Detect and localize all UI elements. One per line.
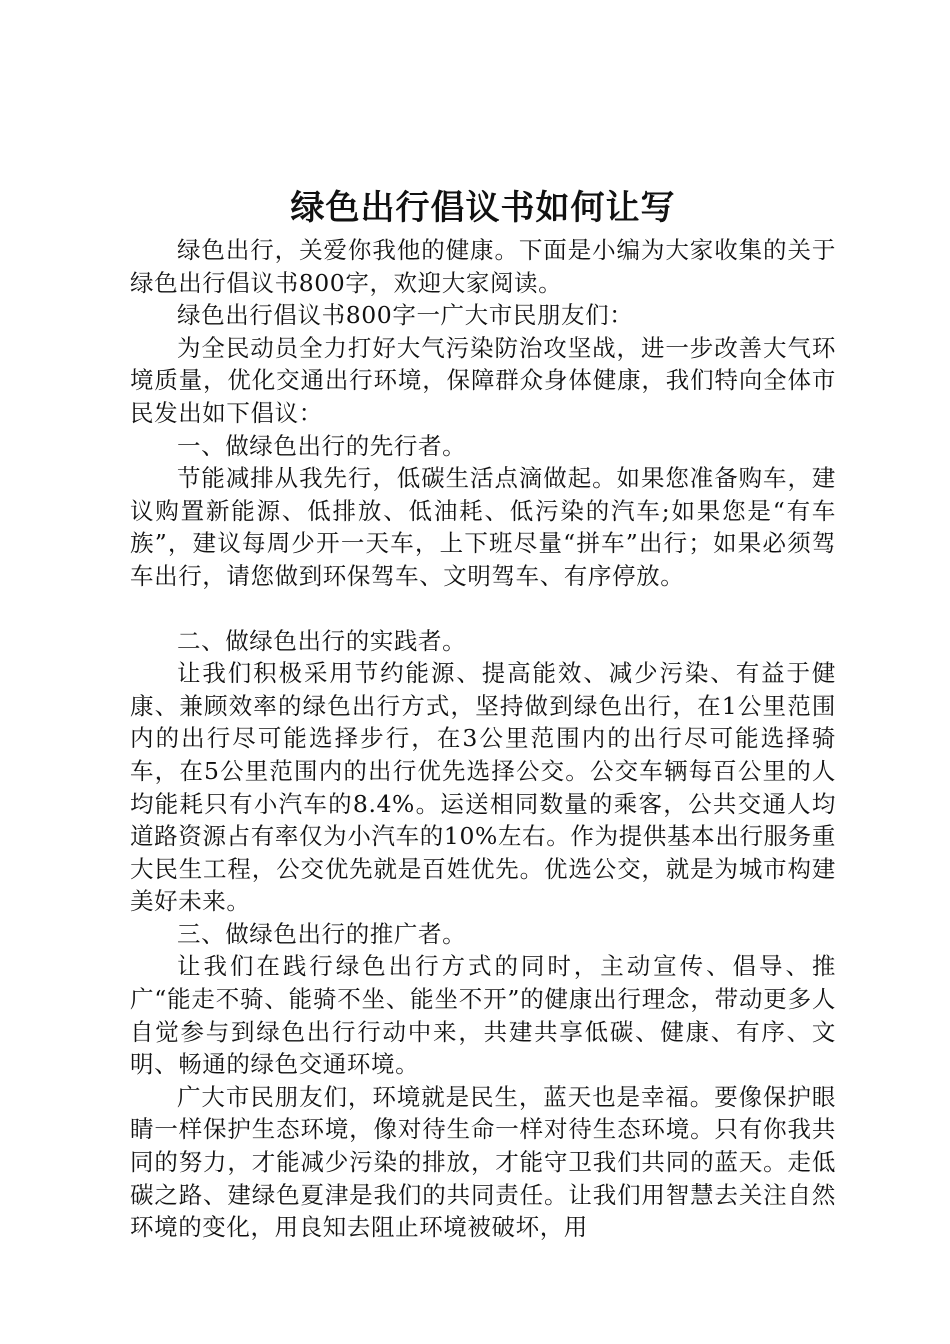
heading-section-1: 一、做绿色出行的先行者。 [177,431,467,460]
heading-section-2: 二、做绿色出行的实践者。 [177,626,467,655]
document-page [130,182,836,1244]
paragraph-section-3: 让我们在践行绿色出行方式的同时，主动宣传、倡导、推广“能走不骑、能骑不坐、能坐不开”的健康出行理念，带动更多人自觉参与到绿色出行行动中来，共建共享低碳、健康、有序、文明、畅通的绿色交通环境。 [130,952,836,1079]
paragraph-closing: 广大市民朋友们，环境就是民生，蓝天也是幸福。要像保护眼睛一样保护生态环境，像对待生命一样对待生态环境。只有你我共同的努力，才能减少污染的排放，才能守卫我们共同的蓝天。走低碳之路、建绿色夏津是我们的共同责任。让我们用智慧去关注自然环境的变化，用良知去阻止环境被破坏，用 [130,1082,836,1242]
paragraph-salutation: 绿色出行倡议书800字一广大市民朋友们： [177,301,634,330]
paragraph-proposal-intro: 为全民动员全力打好大气污染防治攻坚战，进一步改善大气环境质量，优化交通出行环境，保障群众身体健康，我们特向全体市民发出如下倡议： [130,333,836,427]
paragraph-intro: 绿色出行，关爱你我他的健康。下面是小编为大家收集的关于绿色出行倡议书800字，欢迎大家阅读。 [130,236,836,297]
paragraph-section-2: 让我们积极采用节约能源、提高能效、减少污染、有益于健康、兼顾效率的绿色出行方式，坚持做到绿色出行，在1公里范围内的出行尽可能选择步行，在3公里范围内的出行尽可能选择骑车，在5公里范围内的出行优先选择公交。公交车辆每百公里的人均能耗只有小汽车的8.4%。运送相同数量的乘客，公共交通人均道路资源占有率仅为小汽车的10%左右。作为提供基本出行服务重大民生工程，公交优先就是百姓优先。优选公交，就是为城市构建美好未来。 [130,659,836,916]
document-title: 绿色出行倡议书如何让写 [290,188,676,228]
heading-section-3: 三、做绿色出行的推广者。 [177,919,467,948]
paragraph-section-1: 节能减排从我先行，低碳生活点滴做起。如果您准备购车，建议购置新能源、低排放、低油耗、低污染的汽车;如果您是“有车族”，建议每周少开一天车，上下班尽量“拼车”出行；如果必须驾车出行，请您做到环保驾车、文明驾车、有序停放。 [130,464,836,590]
